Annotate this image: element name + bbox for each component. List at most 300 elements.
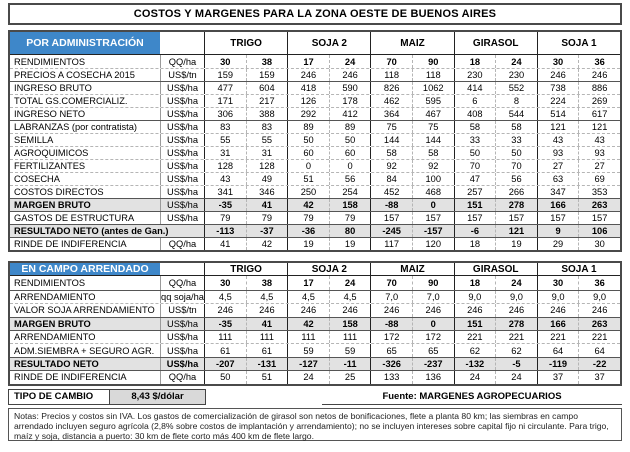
value-cell: 7,0 (370, 291, 412, 303)
exchange-rate-value: 8,43 $/dólar (110, 389, 206, 405)
value-cell: 157 (495, 212, 537, 224)
value-cell: 159 (204, 69, 246, 81)
value-cell: 178 (329, 95, 371, 107)
table-row (10, 198, 620, 211)
value-cell: 552 (495, 82, 537, 94)
table-row (10, 68, 620, 81)
value-cell: -207 (204, 358, 246, 370)
value-cell: 263 (578, 318, 620, 330)
value-cell: 364 (370, 108, 412, 120)
row-unit: US$/ha (160, 160, 204, 172)
value-cell: 246 (370, 304, 412, 316)
value-cell: 49 (246, 173, 288, 185)
value-cell: 33 (495, 134, 537, 146)
value-cell: 452 (370, 186, 412, 198)
value-cell: 738 (537, 82, 579, 94)
value-cell: 111 (204, 331, 246, 343)
value-cell: 166 (537, 318, 579, 330)
value-cell: 79 (204, 212, 246, 224)
value-cell: 50 (495, 147, 537, 159)
value-cell: 56 (329, 173, 371, 185)
row-unit: US$/ha (160, 108, 204, 120)
value-cell: 92 (370, 160, 412, 172)
value-cell: 121 (578, 121, 620, 133)
value-cell: 41 (204, 238, 246, 250)
value-cell: 886 (578, 82, 620, 94)
report-title: COSTOS Y MARGENES PARA LA ZONA OESTE DE BUENOS AIRES (8, 3, 622, 25)
value-cell: 38 (246, 55, 288, 68)
value-cell: -132 (454, 358, 496, 370)
value-cell: 266 (495, 186, 537, 198)
value-cell: 64 (537, 344, 579, 356)
value-cell: 60 (329, 147, 371, 159)
row-label: INGRESO BRUTO (14, 83, 92, 93)
value-cell: -88 (370, 318, 412, 330)
value-cell: 18 (454, 238, 496, 250)
value-cell: 47 (454, 173, 496, 185)
value-cell: 70 (370, 55, 412, 68)
value-cell: 62 (495, 344, 537, 356)
value-cell: 18 (454, 55, 496, 68)
value-cell: -119 (537, 358, 579, 370)
value-cell: 121 (495, 225, 537, 237)
table-row (10, 55, 620, 68)
value-cell: 58 (454, 121, 496, 133)
value-cell: -22 (578, 358, 620, 370)
value-cell: 157 (537, 212, 579, 224)
value-cell: 544 (495, 108, 537, 120)
row-label: PRECIOS A COSECHA 2015 (14, 70, 135, 80)
crop-header: SOJA 2 (287, 263, 370, 275)
table-row (10, 94, 620, 107)
value-cell: 9,0 (578, 291, 620, 303)
exchange-row-spacer (206, 389, 322, 405)
table-row (10, 120, 620, 133)
value-cell: 19 (287, 238, 329, 250)
value-cell: 31 (246, 147, 288, 159)
value-cell: 24 (495, 371, 537, 383)
value-cell: 9,0 (454, 291, 496, 303)
value-cell: 30 (204, 55, 246, 68)
value-cell: 55 (246, 134, 288, 146)
value-cell: 58 (412, 147, 454, 159)
table-row (10, 172, 620, 185)
value-cell: 24 (329, 55, 371, 68)
value-cell: 24 (287, 371, 329, 383)
value-cell: 51 (287, 173, 329, 185)
value-cell: 157 (412, 212, 454, 224)
value-cell: 158 (329, 318, 371, 330)
row-label: ARRENDAMIENTO (14, 291, 96, 302)
crop-header: MAIZ (370, 32, 453, 54)
value-cell: 246 (537, 304, 579, 316)
row-label: ADM.SIEMBRA + SEGURO AGR. (14, 345, 155, 356)
value-cell: 24 (454, 371, 496, 383)
value-cell: 111 (329, 331, 371, 343)
value-cell: -157 (412, 225, 454, 237)
value-cell: -11 (329, 358, 371, 370)
table-row (10, 317, 620, 330)
value-cell: 0 (287, 160, 329, 172)
value-cell: 250 (287, 186, 329, 198)
value-cell: 25 (329, 371, 371, 383)
value-cell: 468 (412, 186, 454, 198)
value-cell: 617 (578, 108, 620, 120)
value-cell: 43 (537, 134, 579, 146)
value-cell: 1062 (412, 82, 454, 94)
table-row (10, 133, 620, 146)
row-unit: QQ/ha (160, 371, 204, 383)
row-label: ARRENDAMIENTO (14, 332, 96, 343)
value-cell: 41 (246, 199, 288, 211)
table-row (10, 211, 620, 224)
row-unit: QQ/ha (160, 238, 204, 250)
table-row (10, 146, 620, 159)
value-cell: 230 (454, 69, 496, 81)
value-cell: 61 (204, 344, 246, 356)
value-cell: 79 (329, 212, 371, 224)
value-cell: 93 (578, 147, 620, 159)
value-cell: 246 (287, 304, 329, 316)
row-label: RENDIMIENTOS (14, 278, 86, 289)
value-cell: 514 (537, 108, 579, 120)
value-cell: 100 (412, 173, 454, 185)
value-cell: 166 (537, 199, 579, 211)
value-cell: 120 (412, 238, 454, 250)
value-cell: 144 (370, 134, 412, 146)
table-en-campo-arrendado (8, 261, 622, 386)
row-unit: QQ/ha (160, 55, 204, 68)
value-cell: 37 (537, 371, 579, 383)
value-cell: 254 (329, 186, 371, 198)
value-cell: 118 (412, 69, 454, 81)
value-cell: 36 (578, 55, 620, 68)
row-label: SEMILLA (14, 135, 54, 145)
value-cell: 64 (578, 344, 620, 356)
value-cell: 306 (204, 108, 246, 120)
value-cell: 0 (329, 160, 371, 172)
value-cell: 144 (412, 134, 454, 146)
value-cell: -35 (204, 199, 246, 211)
value-cell: 408 (454, 108, 496, 120)
crop-header: GIRASOL (454, 32, 537, 54)
value-cell: -326 (370, 358, 412, 370)
row-unit: US$/ha (160, 199, 204, 211)
row-unit: US$/ha (160, 344, 204, 356)
row-label: INGRESO NETO (14, 109, 86, 119)
value-cell: 246 (578, 304, 620, 316)
value-cell: 90 (412, 276, 454, 289)
row-unit: US$/ha (160, 173, 204, 185)
value-cell: 292 (287, 108, 329, 120)
value-cell: 50 (287, 134, 329, 146)
unit-column-header (160, 263, 204, 275)
value-cell: 65 (370, 344, 412, 356)
value-cell: 221 (454, 331, 496, 343)
value-cell: 62 (454, 344, 496, 356)
value-cell: 172 (412, 331, 454, 343)
value-cell: 58 (370, 147, 412, 159)
value-cell: 158 (329, 199, 371, 211)
value-cell: 80 (329, 225, 371, 237)
table-row (10, 290, 620, 303)
value-cell: 30 (537, 55, 579, 68)
row-unit: US$/tn (160, 304, 204, 316)
table-row (10, 81, 620, 94)
table-row (10, 370, 620, 383)
value-cell: 414 (454, 82, 496, 94)
value-cell: 19 (495, 238, 537, 250)
table-row (10, 303, 620, 316)
value-cell: -37 (246, 225, 288, 237)
value-cell: 172 (370, 331, 412, 343)
value-cell: 221 (578, 331, 620, 343)
value-cell: 418 (287, 82, 329, 94)
row-label: TOTAL GS.COMERCIALIZ. (14, 96, 128, 106)
value-cell: 43 (578, 134, 620, 146)
value-cell: 136 (412, 371, 454, 383)
value-cell: 58 (495, 121, 537, 133)
value-cell: 27 (537, 160, 579, 172)
row-unit: US$/ha (160, 212, 204, 224)
value-cell: 257 (454, 186, 496, 198)
row-unit: QQ/ha (160, 276, 204, 289)
row-unit: US$/ha (160, 121, 204, 133)
table-header-row (10, 263, 620, 276)
crop-header: SOJA 1 (537, 32, 620, 54)
value-cell: 89 (287, 121, 329, 133)
unit-column-header (160, 32, 204, 54)
value-cell: 4,5 (204, 291, 246, 303)
value-cell: 84 (370, 173, 412, 185)
value-cell: 9,0 (537, 291, 579, 303)
value-cell: -127 (287, 358, 329, 370)
row-label: VALOR SOJA ARRENDAMIENTO (14, 305, 155, 316)
value-cell: 0 (412, 199, 454, 211)
value-cell: 151 (454, 318, 496, 330)
value-cell: 19 (329, 238, 371, 250)
value-cell: -36 (287, 225, 329, 237)
value-cell: 246 (329, 304, 371, 316)
table-row (10, 343, 620, 356)
value-cell: 29 (537, 238, 579, 250)
value-cell: 9 (537, 225, 579, 237)
value-cell: 7,0 (412, 291, 454, 303)
row-label: LABRANZAS (por contratista) (14, 122, 137, 132)
value-cell: -245 (370, 225, 412, 237)
value-cell: 462 (370, 95, 412, 107)
value-cell: 346 (246, 186, 288, 198)
value-cell: 221 (495, 331, 537, 343)
value-cell: 89 (329, 121, 371, 133)
value-cell: 4,5 (287, 291, 329, 303)
table-row (10, 237, 620, 250)
row-label: RESULTADO NETO (14, 358, 99, 369)
row-label: AGROQUIMICOS (14, 148, 89, 158)
value-cell: 157 (578, 212, 620, 224)
table-row (10, 185, 620, 198)
value-cell: 75 (412, 121, 454, 133)
value-cell: 246 (412, 304, 454, 316)
value-cell: 51 (246, 371, 288, 383)
row-label: COSECHA (14, 174, 60, 184)
value-cell: 353 (578, 186, 620, 198)
value-cell: 61 (246, 344, 288, 356)
value-cell: 24 (495, 55, 537, 68)
value-cell: 42 (246, 238, 288, 250)
value-cell: 278 (495, 318, 537, 330)
value-cell: 8 (495, 95, 537, 107)
row-label: RINDE DE INDIFERENCIA (14, 372, 127, 383)
value-cell: 36 (578, 276, 620, 289)
value-cell: 246 (329, 69, 371, 81)
value-cell: 128 (246, 160, 288, 172)
row-label: COSTOS DIRECTOS (14, 187, 104, 197)
value-cell: 83 (246, 121, 288, 133)
value-cell: 604 (246, 82, 288, 94)
value-cell: 111 (287, 331, 329, 343)
value-cell: 221 (537, 331, 579, 343)
crop-header: SOJA 2 (287, 32, 370, 54)
value-cell: 50 (329, 134, 371, 146)
value-cell: -113 (204, 225, 246, 237)
value-cell: 42 (287, 199, 329, 211)
value-cell: 246 (537, 69, 579, 81)
value-cell: 230 (495, 69, 537, 81)
value-cell: 55 (204, 134, 246, 146)
value-cell: 159 (246, 69, 288, 81)
table-por-administracion (8, 30, 622, 252)
value-cell: 17 (287, 55, 329, 68)
value-cell: 224 (537, 95, 579, 107)
value-cell: -5 (495, 358, 537, 370)
table-row (10, 276, 620, 289)
value-cell: 42 (287, 318, 329, 330)
value-cell: 106 (578, 225, 620, 237)
value-cell: 217 (246, 95, 288, 107)
value-cell: 70 (454, 160, 496, 172)
table-header-row (10, 32, 620, 55)
value-cell: 50 (204, 371, 246, 383)
crop-header: MAIZ (370, 263, 453, 275)
value-cell: 41 (246, 318, 288, 330)
value-cell: 126 (287, 95, 329, 107)
value-cell: 70 (370, 276, 412, 289)
value-cell: 63 (537, 173, 579, 185)
row-unit: US$/ha (160, 358, 204, 370)
table-row (10, 159, 620, 172)
value-cell: 4,5 (329, 291, 371, 303)
value-cell: 246 (495, 304, 537, 316)
value-cell: 477 (204, 82, 246, 94)
value-cell: -88 (370, 199, 412, 211)
crop-header: SOJA 1 (537, 263, 620, 275)
value-cell: 6 (454, 95, 496, 107)
notes-text: Notas: Precios y costos sin IVA. Los gastos de comercialización de girasol son netos de bonificaciones, flete a planta 80 km; las siembras en campo arrendado incluyen seguro agrícola (2,8% sobre costos de implantación y arrendamiento); no se incluyen intereses sobre capital fijo ni circulante. Para trigo, maíz y soja, distancia a puerto: 30 km de flete corto más 400 km de flete largo. (8, 408, 622, 441)
value-cell: -6 (454, 225, 496, 237)
value-cell: 595 (412, 95, 454, 107)
value-cell: -35 (204, 318, 246, 330)
value-cell: 37 (578, 371, 620, 383)
crop-header: TRIGO (204, 32, 287, 54)
value-cell: 590 (329, 82, 371, 94)
value-cell: 467 (412, 108, 454, 120)
value-cell: 27 (578, 160, 620, 172)
value-cell: 30 (204, 276, 246, 289)
value-cell: 826 (370, 82, 412, 94)
value-cell: 246 (204, 304, 246, 316)
row-label: FERTILIZANTES (14, 161, 86, 171)
value-cell: 59 (287, 344, 329, 356)
value-cell: 347 (537, 186, 579, 198)
value-cell: 341 (204, 186, 246, 198)
value-cell: 118 (370, 69, 412, 81)
value-cell: 70 (495, 160, 537, 172)
value-cell: 128 (204, 160, 246, 172)
value-cell: 133 (370, 371, 412, 383)
value-cell: 65 (412, 344, 454, 356)
value-cell: 157 (454, 212, 496, 224)
row-label: RESULTADO NETO (antes de Gan.) (14, 226, 169, 236)
value-cell: 17 (287, 276, 329, 289)
value-cell: 171 (204, 95, 246, 107)
crop-header: TRIGO (204, 263, 287, 275)
value-cell: 412 (329, 108, 371, 120)
value-cell: 79 (287, 212, 329, 224)
row-unit: US$/ha (160, 147, 204, 159)
value-cell: 56 (495, 173, 537, 185)
value-cell: 246 (578, 69, 620, 81)
row-unit: US$/ha (160, 82, 204, 94)
row-label: RENDIMIENTOS (14, 56, 86, 67)
value-cell: 30 (537, 276, 579, 289)
value-cell: 0 (412, 318, 454, 330)
value-cell: 60 (287, 147, 329, 159)
value-cell: 4,5 (246, 291, 288, 303)
value-cell: -131 (246, 358, 288, 370)
value-cell: 38 (246, 276, 288, 289)
value-cell: 83 (204, 121, 246, 133)
value-cell: 269 (578, 95, 620, 107)
row-unit: US$/ha (160, 95, 204, 107)
row-label: MARGEN BRUTO (14, 318, 91, 329)
value-cell: 30 (578, 238, 620, 250)
value-cell: 69 (578, 173, 620, 185)
value-cell: 9,0 (495, 291, 537, 303)
value-cell: 79 (246, 212, 288, 224)
value-cell: 111 (246, 331, 288, 343)
table-row (10, 107, 620, 120)
value-cell: 388 (246, 108, 288, 120)
value-cell: 263 (578, 199, 620, 211)
row-unit: US$/ha (160, 186, 204, 198)
section-title: POR ADMINISTRACIÓN (10, 32, 160, 54)
row-unit: qq soja/ha (161, 291, 204, 302)
table-row (10, 224, 620, 237)
value-cell: 33 (454, 134, 496, 146)
value-cell: 92 (412, 160, 454, 172)
value-cell: 246 (287, 69, 329, 81)
row-label: GASTOS DE ESTRUCTURA (14, 213, 135, 223)
value-cell: 59 (329, 344, 371, 356)
value-cell: 117 (370, 238, 412, 250)
value-cell: 75 (370, 121, 412, 133)
value-cell: -237 (412, 358, 454, 370)
value-cell: 246 (246, 304, 288, 316)
row-unit: US$/tn (160, 69, 204, 81)
value-cell: 18 (454, 276, 496, 289)
row-unit: US$/ha (160, 134, 204, 146)
